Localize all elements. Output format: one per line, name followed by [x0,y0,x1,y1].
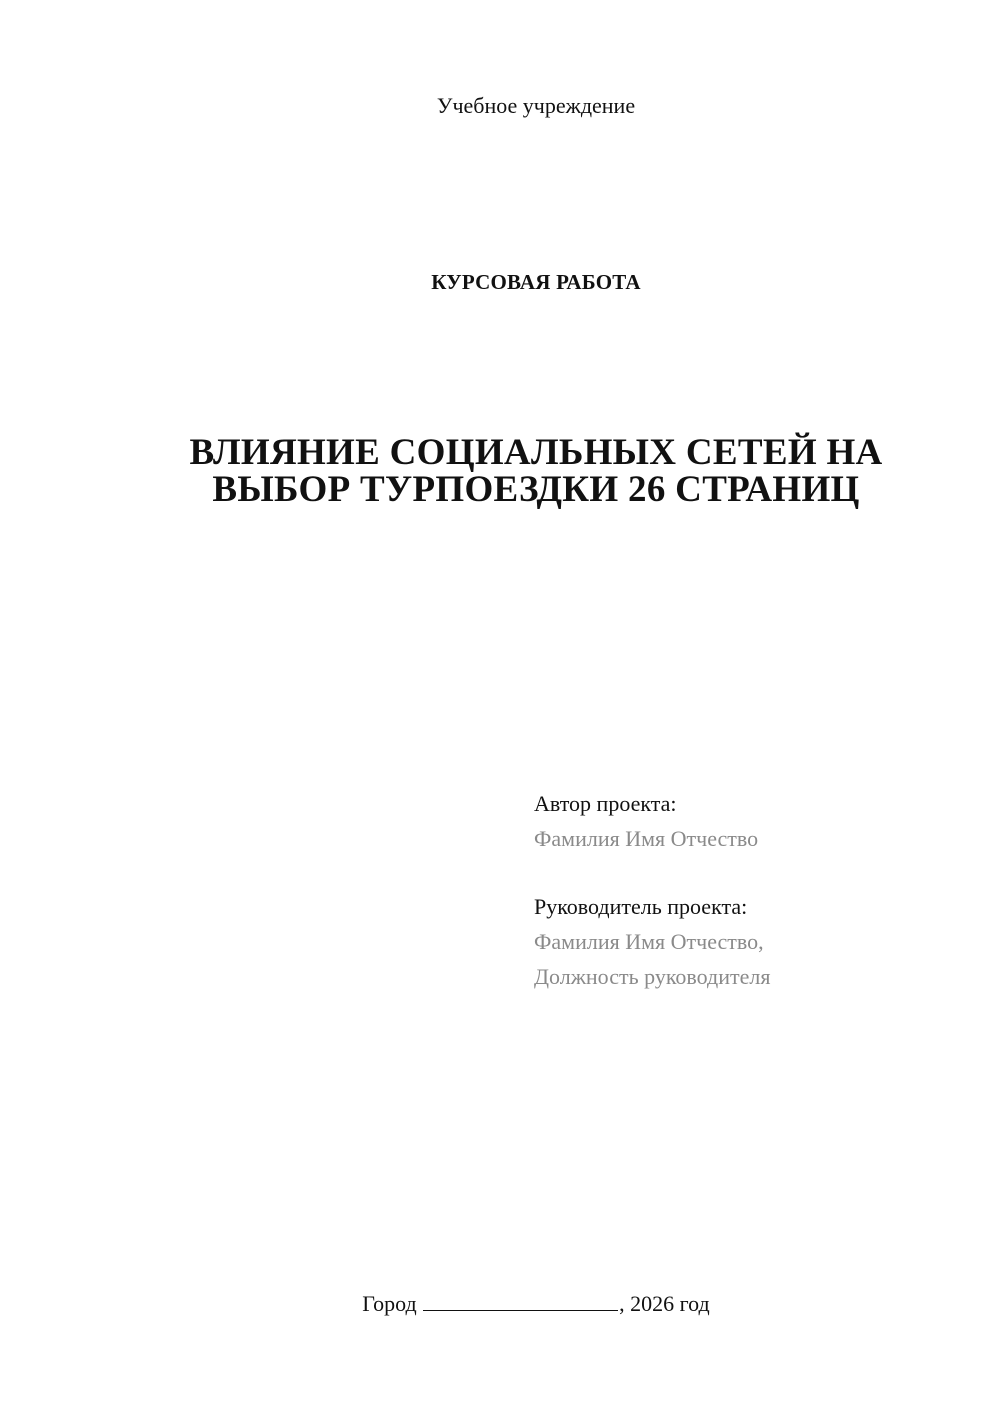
credits-block [534,787,974,994]
supervisor-name: Фамилия Имя Отчество, [534,929,764,954]
footer-city-year [0,1290,1000,1318]
document-title-line-1: ВЛИЯНИЕ СОЦИАЛЬНЫХ СЕТЕЙ НА [189,432,883,473]
year-label: , 2026 год [619,1291,710,1316]
supervisor-position: Должность руководителя [534,964,771,989]
author-label: Автор проекта: [534,791,677,816]
author-name: Фамилия Имя Отчество [534,826,759,851]
document-title [150,434,922,508]
credits-spacer [534,856,974,890]
institution-name: Учебное учреждение [436,93,636,118]
work-type-heading: КУРСОВАЯ РАБОТА [431,270,641,294]
document-title-line-2: ВЫБОР ТУРПОЕЗДКИ 26 СТРАНИЦ [212,469,860,510]
city-blank-line [423,1292,618,1311]
city-label: Город [362,1291,417,1316]
supervisor-label: Руководитель проекта: [534,894,748,919]
